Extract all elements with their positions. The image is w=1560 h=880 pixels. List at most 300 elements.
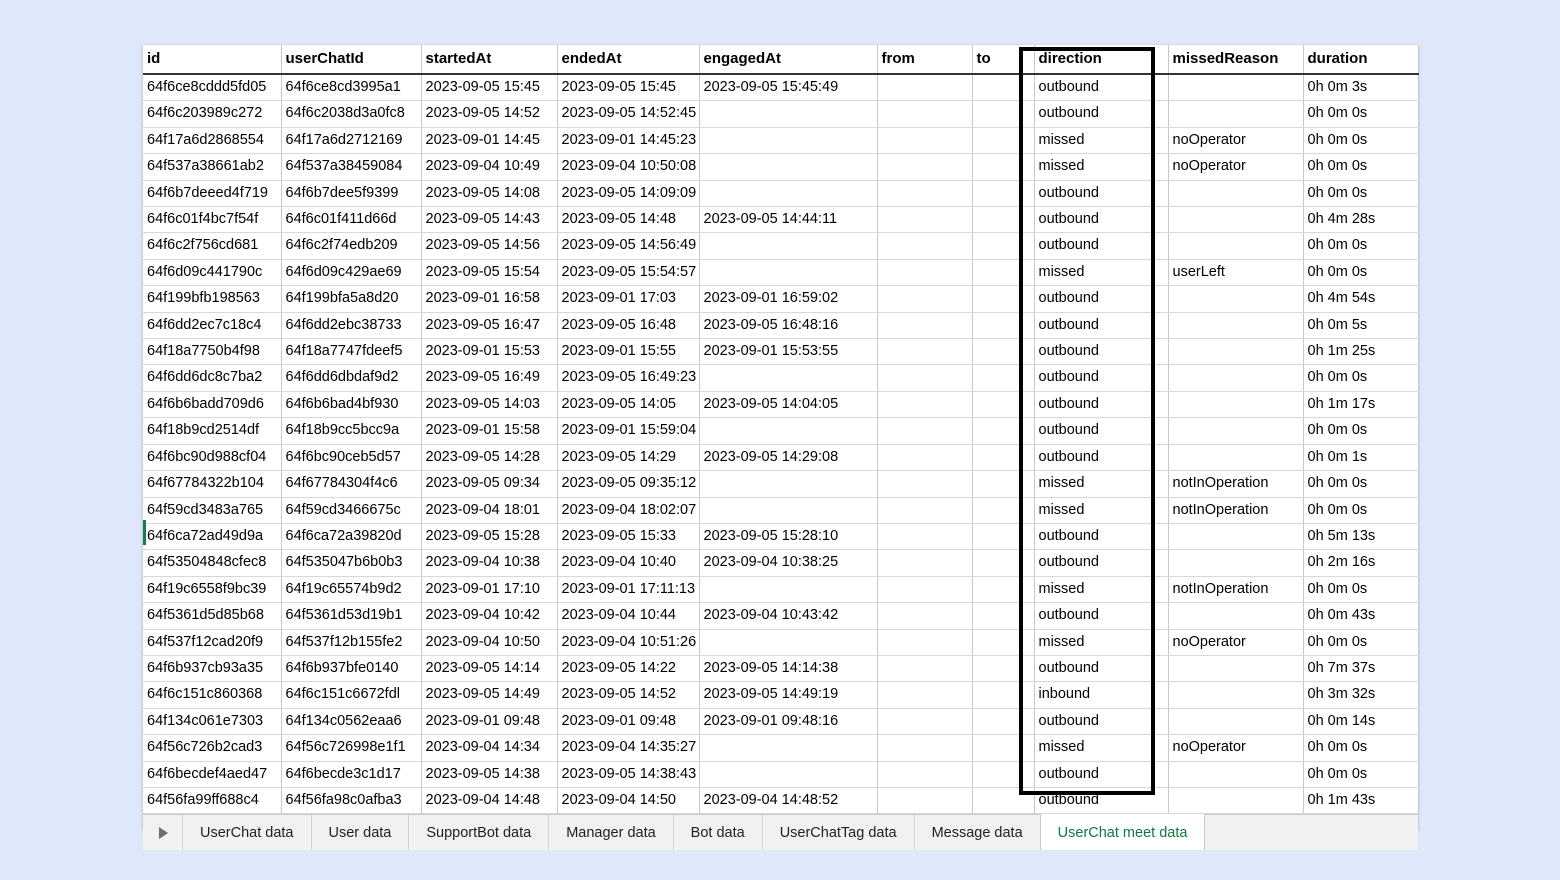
table-row[interactable] [143, 523, 1418, 549]
cell-from[interactable] [877, 286, 972, 312]
cell-id[interactable]: 64f6dd6dc8c7ba2 [143, 365, 281, 391]
cell-from[interactable] [877, 761, 972, 787]
cell-duration[interactable]: 0h 0m 0s [1303, 365, 1418, 391]
cell-endedAt[interactable]: 2023-09-01 09:48 [557, 708, 699, 734]
cell-endedAt[interactable]: 2023-09-04 10:51:26 [557, 629, 699, 655]
cell-userChatId[interactable]: 64f56fa98c0afba3 [281, 787, 421, 813]
cell-to[interactable] [972, 682, 1034, 708]
cell-userChatId[interactable]: 64f6ca72a39820d [281, 523, 421, 549]
column-header-startedAt[interactable]: startedAt [421, 45, 557, 74]
cell-engagedAt[interactable] [699, 418, 877, 444]
cell-endedAt[interactable]: 2023-09-04 14:50 [557, 787, 699, 813]
table-row[interactable] [143, 497, 1418, 523]
cell-from[interactable] [877, 787, 972, 813]
cell-startedAt[interactable]: 2023-09-01 15:53 [421, 339, 557, 365]
cell-direction[interactable]: missed [1034, 127, 1168, 153]
cell-to[interactable] [972, 286, 1034, 312]
cell-to[interactable] [972, 550, 1034, 576]
cell-direction[interactable]: outbound [1034, 523, 1168, 549]
cell-from[interactable] [877, 154, 972, 180]
cell-startedAt[interactable]: 2023-09-05 14:43 [421, 207, 557, 233]
table-row[interactable] [143, 259, 1418, 285]
cell-endedAt[interactable]: 2023-09-05 14:05 [557, 391, 699, 417]
sheet-tab-bar[interactable] [143, 814, 1418, 850]
cell-from[interactable] [877, 127, 972, 153]
cell-startedAt[interactable]: 2023-09-04 18:01 [421, 497, 557, 523]
cell-duration[interactable]: 0h 0m 0s [1303, 735, 1418, 761]
cell-from[interactable] [877, 444, 972, 470]
cell-to[interactable] [972, 735, 1034, 761]
cell-userChatId[interactable]: 64f6c01f411d66d [281, 207, 421, 233]
cell-from[interactable] [877, 471, 972, 497]
spreadsheet-grid[interactable] [143, 45, 1418, 814]
cell-id[interactable]: 64f134c061e7303 [143, 708, 281, 734]
table-row[interactable] [143, 576, 1418, 602]
cell-id[interactable]: 64f6becdef4aed47 [143, 761, 281, 787]
cell-from[interactable] [877, 603, 972, 629]
cell-endedAt[interactable]: 2023-09-05 15:45 [557, 74, 699, 101]
cell-startedAt[interactable]: 2023-09-05 14:56 [421, 233, 557, 259]
cell-engagedAt[interactable]: 2023-09-04 10:43:42 [699, 603, 877, 629]
cell-missedReason[interactable] [1168, 523, 1303, 549]
cell-direction[interactable]: outbound [1034, 286, 1168, 312]
cell-to[interactable] [972, 444, 1034, 470]
cell-missedReason[interactable] [1168, 655, 1303, 681]
cell-userChatId[interactable]: 64f59cd3466675c [281, 497, 421, 523]
column-header-id[interactable]: id [143, 45, 281, 74]
cell-direction[interactable]: outbound [1034, 708, 1168, 734]
cell-endedAt[interactable]: 2023-09-05 14:56:49 [557, 233, 699, 259]
cell-duration[interactable]: 0h 0m 14s [1303, 708, 1418, 734]
cell-missedReason[interactable] [1168, 312, 1303, 338]
column-header-from[interactable]: from [877, 45, 972, 74]
table-row[interactable] [143, 101, 1418, 127]
cell-direction[interactable]: outbound [1034, 180, 1168, 206]
cell-from[interactable] [877, 418, 972, 444]
cell-duration[interactable]: 0h 0m 0s [1303, 418, 1418, 444]
table-row[interactable] [143, 735, 1418, 761]
cell-missedReason[interactable] [1168, 365, 1303, 391]
cell-id[interactable]: 64f6ce8cddd5fd05 [143, 74, 281, 101]
cell-duration[interactable]: 0h 1m 43s [1303, 787, 1418, 813]
cell-from[interactable] [877, 312, 972, 338]
cell-id[interactable]: 64f6c151c860368 [143, 682, 281, 708]
cell-duration[interactable]: 0h 7m 37s [1303, 655, 1418, 681]
cell-to[interactable] [972, 101, 1034, 127]
cell-startedAt[interactable]: 2023-09-05 15:54 [421, 259, 557, 285]
cell-startedAt[interactable]: 2023-09-01 16:58 [421, 286, 557, 312]
cell-missedReason[interactable]: notInOperation [1168, 576, 1303, 602]
cell-userChatId[interactable]: 64f6b937bfe0140 [281, 655, 421, 681]
cell-engagedAt[interactable] [699, 154, 877, 180]
cell-duration[interactable]: 0h 0m 0s [1303, 259, 1418, 285]
cell-startedAt[interactable]: 2023-09-05 14:52 [421, 101, 557, 127]
cell-startedAt[interactable]: 2023-09-04 10:42 [421, 603, 557, 629]
cell-endedAt[interactable]: 2023-09-04 10:50:08 [557, 154, 699, 180]
table-row[interactable] [143, 761, 1418, 787]
table-row[interactable] [143, 682, 1418, 708]
cell-startedAt[interactable]: 2023-09-05 09:34 [421, 471, 557, 497]
sheet-tab-userchat-meet-data[interactable]: UserChat meet data [1040, 812, 1206, 850]
cell-endedAt[interactable]: 2023-09-05 14:09:09 [557, 180, 699, 206]
cell-id[interactable]: 64f18a7750b4f98 [143, 339, 281, 365]
cell-userChatId[interactable]: 64f535047b6b0b3 [281, 550, 421, 576]
column-header-duration[interactable]: duration [1303, 45, 1418, 74]
cell-missedReason[interactable]: noOperator [1168, 735, 1303, 761]
table-row[interactable] [143, 550, 1418, 576]
column-header-endedAt[interactable]: endedAt [557, 45, 699, 74]
cell-startedAt[interactable]: 2023-09-05 14:14 [421, 655, 557, 681]
cell-endedAt[interactable]: 2023-09-05 14:48 [557, 207, 699, 233]
table-body[interactable] [143, 74, 1418, 814]
cell-missedReason[interactable]: noOperator [1168, 154, 1303, 180]
sheet-tab-message-data[interactable]: Message data [914, 815, 1040, 850]
cell-from[interactable] [877, 365, 972, 391]
cell-engagedAt[interactable] [699, 101, 877, 127]
cell-duration[interactable]: 0h 2m 16s [1303, 550, 1418, 576]
cell-userChatId[interactable]: 64f134c0562eaa6 [281, 708, 421, 734]
cell-duration[interactable]: 0h 0m 1s [1303, 444, 1418, 470]
table-row[interactable] [143, 708, 1418, 734]
cell-endedAt[interactable]: 2023-09-04 10:44 [557, 603, 699, 629]
cell-duration[interactable]: 0h 0m 0s [1303, 180, 1418, 206]
cell-duration[interactable]: 0h 4m 54s [1303, 286, 1418, 312]
cell-engagedAt[interactable]: 2023-09-05 14:44:11 [699, 207, 877, 233]
cell-engagedAt[interactable]: 2023-09-01 09:48:16 [699, 708, 877, 734]
cell-userChatId[interactable]: 64f6b7dee5f9399 [281, 180, 421, 206]
cell-userChatId[interactable]: 64f199bfa5a8d20 [281, 286, 421, 312]
cell-id[interactable]: 64f6c01f4bc7f54f [143, 207, 281, 233]
cell-userChatId[interactable]: 64f6c151c6672fdl [281, 682, 421, 708]
sheet-tab-manager-data[interactable]: Manager data [548, 815, 672, 850]
cell-id[interactable]: 64f5361d5d85b68 [143, 603, 281, 629]
cell-id[interactable]: 64f56c726b2cad3 [143, 735, 281, 761]
cell-engagedAt[interactable]: 2023-09-04 14:48:52 [699, 787, 877, 813]
cell-missedReason[interactable] [1168, 101, 1303, 127]
cell-startedAt[interactable]: 2023-09-04 14:48 [421, 787, 557, 813]
cell-engagedAt[interactable]: 2023-09-05 14:14:38 [699, 655, 877, 681]
table-row[interactable] [143, 286, 1418, 312]
cell-duration[interactable]: 0h 0m 0s [1303, 233, 1418, 259]
cell-to[interactable] [972, 576, 1034, 602]
cell-userChatId[interactable]: 64f6c2f74edb209 [281, 233, 421, 259]
cell-endedAt[interactable]: 2023-09-01 14:45:23 [557, 127, 699, 153]
cell-id[interactable]: 64f6d09c441790c [143, 259, 281, 285]
cell-startedAt[interactable]: 2023-09-05 14:49 [421, 682, 557, 708]
column-header-to[interactable]: to [972, 45, 1034, 74]
cell-endedAt[interactable]: 2023-09-01 15:55 [557, 339, 699, 365]
cell-missedReason[interactable] [1168, 787, 1303, 813]
cell-duration[interactable]: 0h 0m 0s [1303, 629, 1418, 655]
cell-engagedAt[interactable]: 2023-09-05 16:48:16 [699, 312, 877, 338]
cell-missedReason[interactable] [1168, 74, 1303, 101]
cell-endedAt[interactable]: 2023-09-05 16:49:23 [557, 365, 699, 391]
sheet-tab-userchat-data[interactable]: UserChat data [182, 815, 311, 850]
cell-direction[interactable]: outbound [1034, 74, 1168, 101]
cell-direction[interactable]: inbound [1034, 682, 1168, 708]
cell-missedReason[interactable] [1168, 286, 1303, 312]
cell-to[interactable] [972, 74, 1034, 101]
cell-missedReason[interactable] [1168, 418, 1303, 444]
cell-direction[interactable]: missed [1034, 471, 1168, 497]
cell-from[interactable] [877, 629, 972, 655]
column-header-missedReason[interactable]: missedReason [1168, 45, 1303, 74]
table-row[interactable] [143, 603, 1418, 629]
cell-from[interactable] [877, 735, 972, 761]
cell-engagedAt[interactable]: 2023-09-05 15:28:10 [699, 523, 877, 549]
cell-id[interactable]: 64f59cd3483a765 [143, 497, 281, 523]
cell-userChatId[interactable]: 64f56c726998e1f1 [281, 735, 421, 761]
table-row[interactable] [143, 312, 1418, 338]
cell-missedReason[interactable] [1168, 550, 1303, 576]
sheet-tabs[interactable] [182, 815, 1205, 850]
cell-engagedAt[interactable]: 2023-09-04 10:38:25 [699, 550, 877, 576]
cell-userChatId[interactable]: 64f5361d53d19b1 [281, 603, 421, 629]
cell-duration[interactable]: 0h 0m 43s [1303, 603, 1418, 629]
cell-direction[interactable]: outbound [1034, 418, 1168, 444]
cell-endedAt[interactable]: 2023-09-01 15:59:04 [557, 418, 699, 444]
cell-startedAt[interactable]: 2023-09-01 09:48 [421, 708, 557, 734]
cell-missedReason[interactable]: userLeft [1168, 259, 1303, 285]
cell-id[interactable]: 64f56fa99ff688c4 [143, 787, 281, 813]
cell-to[interactable] [972, 497, 1034, 523]
cell-to[interactable] [972, 471, 1034, 497]
cell-id[interactable]: 64f537a38661ab2 [143, 154, 281, 180]
cell-direction[interactable]: outbound [1034, 787, 1168, 813]
cell-userChatId[interactable]: 64f6dd2ebc38733 [281, 312, 421, 338]
cell-duration[interactable]: 0h 0m 0s [1303, 101, 1418, 127]
cell-duration[interactable]: 0h 1m 17s [1303, 391, 1418, 417]
cell-missedReason[interactable] [1168, 339, 1303, 365]
cell-startedAt[interactable]: 2023-09-04 14:34 [421, 735, 557, 761]
cell-endedAt[interactable]: 2023-09-05 09:35:12 [557, 471, 699, 497]
cell-to[interactable] [972, 523, 1034, 549]
cell-userChatId[interactable]: 64f6ce8cd3995a1 [281, 74, 421, 101]
tab-scroll-right-icon[interactable] [149, 815, 182, 850]
cell-duration[interactable]: 0h 1m 25s [1303, 339, 1418, 365]
cell-direction[interactable]: outbound [1034, 101, 1168, 127]
cell-engagedAt[interactable]: 2023-09-05 14:04:05 [699, 391, 877, 417]
cell-direction[interactable]: missed [1034, 154, 1168, 180]
cell-endedAt[interactable]: 2023-09-04 14:35:27 [557, 735, 699, 761]
cell-engagedAt[interactable] [699, 629, 877, 655]
cell-direction[interactable]: missed [1034, 576, 1168, 602]
cell-id[interactable]: 64f6c203989c272 [143, 101, 281, 127]
cell-missedReason[interactable] [1168, 180, 1303, 206]
cell-duration[interactable]: 0h 0m 0s [1303, 497, 1418, 523]
cell-endedAt[interactable]: 2023-09-05 14:52:45 [557, 101, 699, 127]
cell-direction[interactable]: outbound [1034, 312, 1168, 338]
cell-direction[interactable]: missed [1034, 259, 1168, 285]
cell-engagedAt[interactable]: 2023-09-05 14:29:08 [699, 444, 877, 470]
cell-engagedAt[interactable] [699, 180, 877, 206]
cell-startedAt[interactable]: 2023-09-04 10:50 [421, 629, 557, 655]
cell-to[interactable] [972, 259, 1034, 285]
cell-from[interactable] [877, 655, 972, 681]
cell-to[interactable] [972, 418, 1034, 444]
cell-startedAt[interactable]: 2023-09-04 10:49 [421, 154, 557, 180]
table-row[interactable] [143, 207, 1418, 233]
cell-id[interactable]: 64f6b937cb93a35 [143, 655, 281, 681]
cell-missedReason[interactable] [1168, 603, 1303, 629]
cell-engagedAt[interactable] [699, 761, 877, 787]
cell-from[interactable] [877, 523, 972, 549]
cell-startedAt[interactable]: 2023-09-04 10:38 [421, 550, 557, 576]
cell-from[interactable] [877, 708, 972, 734]
cell-engagedAt[interactable]: 2023-09-05 15:45:49 [699, 74, 877, 101]
cell-endedAt[interactable]: 2023-09-05 14:52 [557, 682, 699, 708]
cell-duration[interactable]: 0h 0m 3s [1303, 74, 1418, 101]
cell-missedReason[interactable]: notInOperation [1168, 497, 1303, 523]
table-row[interactable] [143, 365, 1418, 391]
cell-startedAt[interactable]: 2023-09-01 17:10 [421, 576, 557, 602]
cell-startedAt[interactable]: 2023-09-05 16:49 [421, 365, 557, 391]
sheet-tab-supportbot-data[interactable]: SupportBot data [408, 815, 548, 850]
cell-userChatId[interactable]: 64f67784304f4c6 [281, 471, 421, 497]
cell-engagedAt[interactable]: 2023-09-05 14:49:19 [699, 682, 877, 708]
cell-engagedAt[interactable]: 2023-09-01 15:53:55 [699, 339, 877, 365]
cell-userChatId[interactable]: 64f6b6bad4bf930 [281, 391, 421, 417]
cell-direction[interactable]: outbound [1034, 550, 1168, 576]
cell-endedAt[interactable]: 2023-09-04 10:40 [557, 550, 699, 576]
cell-endedAt[interactable]: 2023-09-01 17:03 [557, 286, 699, 312]
table-row[interactable] [143, 339, 1418, 365]
cell-userChatId[interactable]: 64f18a7747fdeef5 [281, 339, 421, 365]
cell-missedReason[interactable]: notInOperation [1168, 471, 1303, 497]
cell-id[interactable]: 64f199bfb198563 [143, 286, 281, 312]
cell-startedAt[interactable]: 2023-09-01 14:45 [421, 127, 557, 153]
cell-duration[interactable]: 0h 0m 0s [1303, 471, 1418, 497]
table-row[interactable] [143, 74, 1418, 101]
cell-duration[interactable]: 0h 0m 0s [1303, 154, 1418, 180]
cell-userChatId[interactable]: 64f6bc90ceb5d57 [281, 444, 421, 470]
cell-startedAt[interactable]: 2023-09-01 15:58 [421, 418, 557, 444]
cell-userChatId[interactable]: 64f19c65574b9d2 [281, 576, 421, 602]
cell-direction[interactable]: outbound [1034, 207, 1168, 233]
cell-id[interactable]: 64f67784322b104 [143, 471, 281, 497]
cell-direction[interactable]: missed [1034, 497, 1168, 523]
cell-engagedAt[interactable] [699, 576, 877, 602]
table-row[interactable] [143, 418, 1418, 444]
cell-id[interactable]: 64f19c6558f9bc39 [143, 576, 281, 602]
cell-engagedAt[interactable] [699, 735, 877, 761]
cell-from[interactable] [877, 576, 972, 602]
cell-to[interactable] [972, 127, 1034, 153]
cell-id[interactable]: 64f6dd2ec7c18c4 [143, 312, 281, 338]
cell-userChatId[interactable]: 64f17a6d2712169 [281, 127, 421, 153]
cell-direction[interactable]: outbound [1034, 339, 1168, 365]
table-row[interactable] [143, 233, 1418, 259]
cell-duration[interactable]: 0h 0m 0s [1303, 127, 1418, 153]
cell-endedAt[interactable]: 2023-09-01 17:11:13 [557, 576, 699, 602]
cell-endedAt[interactable]: 2023-09-05 14:22 [557, 655, 699, 681]
cell-duration[interactable]: 0h 0m 5s [1303, 312, 1418, 338]
cell-id[interactable]: 64f6bc90d988cf04 [143, 444, 281, 470]
cell-userChatId[interactable]: 64f6c2038d3a0fc8 [281, 101, 421, 127]
cell-endedAt[interactable]: 2023-09-05 14:38:43 [557, 761, 699, 787]
cell-missedReason[interactable] [1168, 207, 1303, 233]
cell-direction[interactable]: outbound [1034, 444, 1168, 470]
cell-endedAt[interactable]: 2023-09-05 16:48 [557, 312, 699, 338]
cell-to[interactable] [972, 339, 1034, 365]
cell-startedAt[interactable]: 2023-09-05 16:47 [421, 312, 557, 338]
cell-to[interactable] [972, 655, 1034, 681]
cell-startedAt[interactable]: 2023-09-05 15:45 [421, 74, 557, 101]
column-header-direction[interactable]: direction [1034, 45, 1168, 74]
cell-to[interactable] [972, 761, 1034, 787]
cell-from[interactable] [877, 391, 972, 417]
cell-from[interactable] [877, 207, 972, 233]
cell-engagedAt[interactable] [699, 127, 877, 153]
cell-to[interactable] [972, 629, 1034, 655]
cell-id[interactable]: 64f53504848cfec8 [143, 550, 281, 576]
cell-from[interactable] [877, 339, 972, 365]
cell-direction[interactable]: missed [1034, 735, 1168, 761]
cell-direction[interactable]: outbound [1034, 603, 1168, 629]
cell-duration[interactable]: 0h 4m 28s [1303, 207, 1418, 233]
cell-from[interactable] [877, 74, 972, 101]
cell-duration[interactable]: 0h 0m 0s [1303, 761, 1418, 787]
table-row[interactable] [143, 444, 1418, 470]
cell-missedReason[interactable] [1168, 761, 1303, 787]
cell-missedReason[interactable] [1168, 708, 1303, 734]
cell-startedAt[interactable]: 2023-09-05 14:38 [421, 761, 557, 787]
cell-to[interactable] [972, 207, 1034, 233]
cell-userChatId[interactable]: 64f537f12b155fe2 [281, 629, 421, 655]
cell-endedAt[interactable]: 2023-09-05 15:54:57 [557, 259, 699, 285]
cell-from[interactable] [877, 259, 972, 285]
cell-to[interactable] [972, 233, 1034, 259]
cell-id[interactable]: 64f18b9cd2514df [143, 418, 281, 444]
cell-endedAt[interactable]: 2023-09-04 18:02:07 [557, 497, 699, 523]
cell-startedAt[interactable]: 2023-09-05 15:28 [421, 523, 557, 549]
cell-duration[interactable]: 0h 3m 32s [1303, 682, 1418, 708]
column-header-userChatId[interactable]: userChatId [281, 45, 421, 74]
table-row[interactable] [143, 127, 1418, 153]
cell-userChatId[interactable]: 64f6dd6dbdaf9d2 [281, 365, 421, 391]
cell-id[interactable]: 64f6c2f756cd681 [143, 233, 281, 259]
sheet-tab-bot-data[interactable]: Bot data [673, 815, 762, 850]
cell-direction[interactable]: outbound [1034, 391, 1168, 417]
cell-from[interactable] [877, 233, 972, 259]
cell-from[interactable] [877, 497, 972, 523]
cell-to[interactable] [972, 708, 1034, 734]
cell-from[interactable] [877, 682, 972, 708]
cell-id[interactable]: 64f6b6badd709d6 [143, 391, 281, 417]
cell-to[interactable] [972, 603, 1034, 629]
cell-to[interactable] [972, 787, 1034, 813]
cell-direction[interactable]: outbound [1034, 655, 1168, 681]
cell-direction[interactable]: outbound [1034, 761, 1168, 787]
cell-direction[interactable]: outbound [1034, 233, 1168, 259]
cell-userChatId[interactable]: 64f6becde3c1d17 [281, 761, 421, 787]
cell-engagedAt[interactable] [699, 497, 877, 523]
cell-missedReason[interactable] [1168, 682, 1303, 708]
cell-missedReason[interactable]: noOperator [1168, 127, 1303, 153]
cell-startedAt[interactable]: 2023-09-05 14:03 [421, 391, 557, 417]
cell-id[interactable]: 64f17a6d2868554 [143, 127, 281, 153]
table-row[interactable] [143, 180, 1418, 206]
cell-direction[interactable]: missed [1034, 629, 1168, 655]
cell-to[interactable] [972, 391, 1034, 417]
cell-missedReason[interactable] [1168, 391, 1303, 417]
cell-id[interactable]: 64f6b7deeed4f719 [143, 180, 281, 206]
cell-to[interactable] [972, 312, 1034, 338]
cell-engagedAt[interactable] [699, 233, 877, 259]
cell-startedAt[interactable]: 2023-09-05 14:28 [421, 444, 557, 470]
cell-from[interactable] [877, 180, 972, 206]
cell-from[interactable] [877, 550, 972, 576]
